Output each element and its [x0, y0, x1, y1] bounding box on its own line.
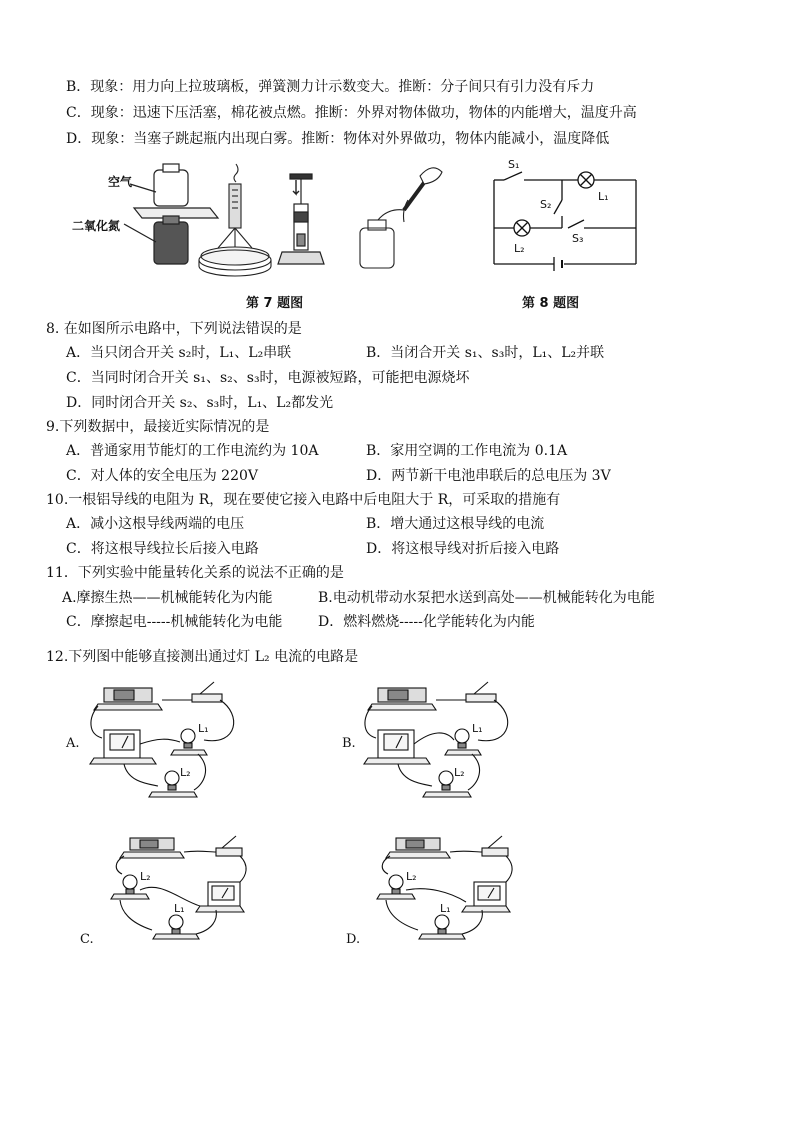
q7-figure	[68, 160, 508, 278]
q8-option-a: A．当只闭合开关 s₂时，L₁、L₂串联	[66, 345, 292, 361]
label-l1: L₁	[598, 190, 609, 203]
label-s1: S₁	[508, 158, 520, 171]
piston-cylinder-drawing	[278, 174, 324, 264]
label-s3: S₃	[572, 232, 584, 245]
bulb-d-l2: L₂	[406, 870, 417, 883]
q12-letter-a: A.	[66, 736, 80, 751]
q7-caption: 第 7 题图	[246, 296, 304, 311]
q8-stem: 8. 在如图所示电路中，下列说法错误的是	[46, 321, 302, 337]
bulb-c-l2: L₂	[140, 870, 151, 883]
q11-option-a: A.摩擦生热——机械能转化为内能	[62, 590, 273, 606]
spring-scale-drawing	[199, 164, 271, 276]
bulb-a-l2: L₂	[180, 766, 191, 779]
q8-option-b: B．当闭合开关 s₁、s₃时，L₁、L₂并联	[366, 345, 605, 361]
q12-circuit-d	[366, 830, 516, 950]
q12-letter-d: D.	[346, 932, 361, 947]
q9-option-a: A．普通家用节能灯的工作电流约为 10A	[66, 443, 319, 459]
q12-letter-c: C.	[80, 932, 94, 947]
q11-option-b: B.电动机带动水泵把水送到高处——机械能转化为电能	[318, 590, 655, 606]
q9-option-c: C．对人体的安全电压为 220V	[66, 468, 258, 484]
q12-circuit-a	[88, 678, 248, 808]
q12-stem: 12.下列图中能够直接测出通过灯 L₂ 电流的电路是	[46, 649, 359, 665]
q7-option-d: D．现象：当塞子跳起瓶内出现白雾。推断：物体对外界做功，物体内能减小，温度降低	[66, 131, 610, 147]
label-no2: 二氧化氮	[72, 219, 121, 233]
q8-option-c: C．当同时闭合开关 s₁、s₂、s₃时，电源被短路，可能把电源烧坏	[66, 370, 470, 386]
label-l2: L₂	[514, 242, 525, 255]
q8-circuit-figure	[484, 158, 654, 272]
q9-option-b: B．家用空调的工作电流为 0.1A	[366, 443, 568, 459]
q11-option-c: C．摩擦起电-----机械能转化为电能	[66, 614, 283, 630]
bulb-b-l2: L₂	[454, 766, 465, 779]
q9-option-d: D．两节新干电池串联后的总电压为 3V	[366, 468, 611, 484]
q10-stem: 10.一根铝导线的电阻为 R，现在要使它接入电路中后电阻大于 R，可采取的措施有	[46, 492, 561, 508]
q7-option-c: C．现象：迅速下压活塞，棉花被点燃。推断：外界对物体做功，物体的内能增大，温度升高	[66, 105, 637, 121]
q8-option-d: D．同时闭合开关 s₂、s₃时，L₁、L₂都发光	[66, 395, 334, 411]
q7-option-b: B．现象：用力向上拉玻璃板，弹簧测力计示数变大。推断：分子间只有引力没有斥力	[66, 79, 595, 95]
bulb-c-l1: L₁	[174, 902, 185, 915]
bottle-pump-drawing	[360, 168, 442, 268]
q8-caption: 第 8 题图	[522, 296, 580, 311]
q12-circuit-b	[362, 678, 522, 808]
q10-option-c: C．将这根导线拉长后接入电路	[66, 541, 259, 557]
q9-stem: 9.下列数据中，最接近实际情况的是	[46, 419, 270, 435]
bulb-b-l1: L₁	[472, 722, 483, 735]
q12-letter-b: B.	[342, 736, 356, 751]
q12-circuit-c	[100, 830, 250, 950]
q10-option-b: B．增大通过这根导线的电流	[366, 516, 545, 532]
label-air: 空气	[108, 175, 133, 189]
gas-diffusion-drawing	[124, 164, 218, 264]
q11-stem: 11．下列实验中能量转化关系的说法不正确的是	[46, 565, 344, 581]
bulb-d-l1: L₁	[440, 902, 451, 915]
q11-option-d: D．燃料燃烧-----化学能转化为内能	[318, 614, 535, 630]
q10-option-a: A．减小这根导线两端的电压	[66, 516, 245, 532]
bulb-a-l1: L₁	[198, 722, 209, 735]
q10-option-d: D．将这根导线对折后接入电路	[366, 541, 560, 557]
label-s2: S₂	[540, 198, 552, 211]
